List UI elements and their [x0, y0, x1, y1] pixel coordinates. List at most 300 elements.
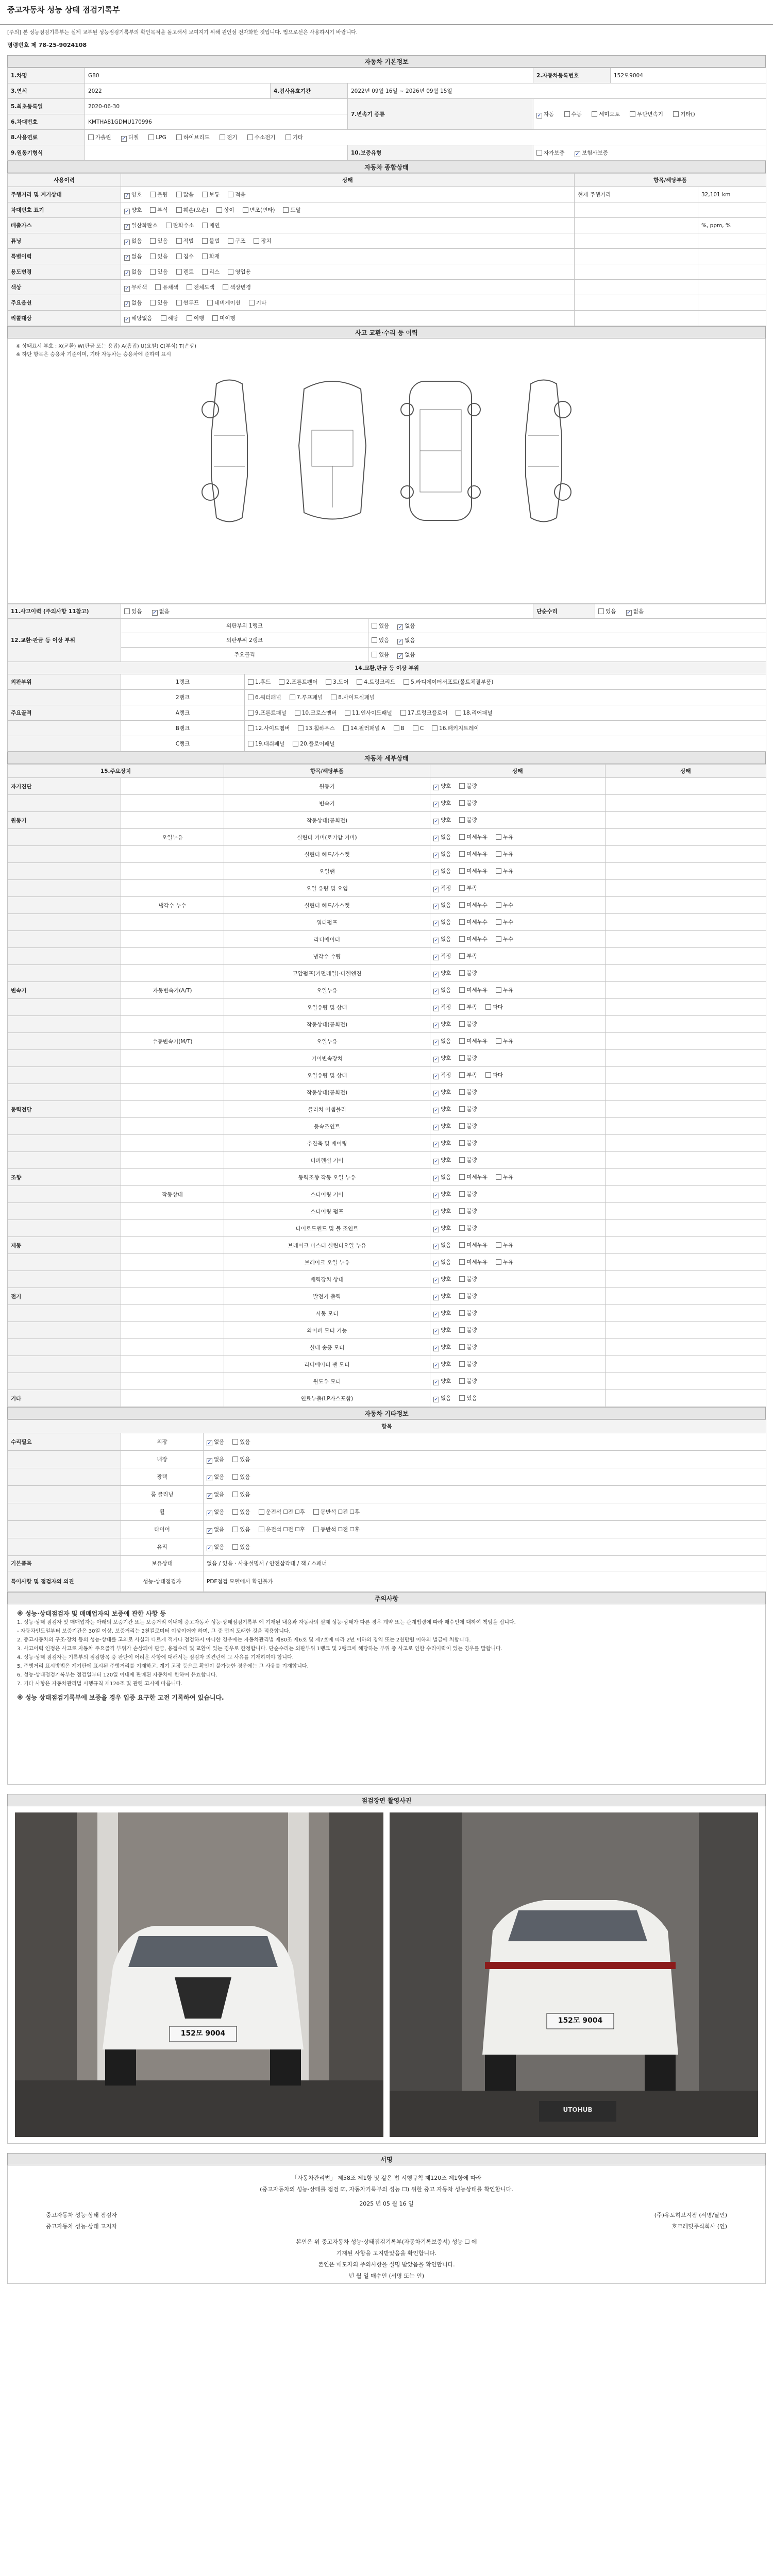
general-options: ✓ 일산화탄소 탄화수소 매연 [121, 218, 575, 233]
checkbox-checked-icon[interactable]: ✓ [122, 135, 126, 142]
detail-row [8, 1322, 766, 1339]
detail-state: ✓ 적정 부족 [430, 948, 606, 965]
checkbox-icon[interactable] [357, 679, 362, 685]
detail-group [8, 1067, 121, 1084]
checkbox-icon[interactable] [88, 134, 94, 140]
checkbox-checked-icon[interactable]: ✓ [434, 1091, 439, 1096]
general-value [698, 233, 766, 249]
checkbox-checked-icon[interactable]: ✓ [434, 1023, 439, 1028]
checkbox-icon[interactable] [459, 783, 465, 789]
label-basic-items: 기본품목 [8, 1556, 121, 1571]
checkbox-checked-icon[interactable]: ✓ [207, 1528, 212, 1534]
checkbox-icon[interactable] [176, 253, 182, 259]
checkbox-icon[interactable] [372, 652, 377, 657]
checkbox-icon[interactable] [459, 1378, 465, 1384]
detail-sub: 자동변속기(A/T) [121, 982, 224, 999]
other-table [7, 1419, 766, 1592]
checkbox-icon[interactable] [248, 694, 254, 700]
checkbox-icon[interactable] [232, 1439, 238, 1445]
other-options: ✓ 없음 있음 [204, 1433, 766, 1451]
checkbox-icon[interactable] [459, 1004, 465, 1010]
general-label: 주행거리 및 계기상태 [8, 187, 121, 202]
detail-group [8, 880, 121, 897]
checkbox-icon[interactable] [459, 885, 465, 891]
checkbox-icon[interactable] [413, 725, 418, 731]
checkbox-icon[interactable] [207, 300, 213, 306]
detail-sub: 냉각수 누수 [121, 897, 224, 914]
parts-group: 외판부위 [8, 674, 121, 690]
checkbox-icon[interactable] [496, 936, 501, 942]
checkbox-icon[interactable] [496, 868, 501, 874]
checkbox-icon[interactable] [496, 902, 501, 908]
detail-row [8, 846, 766, 863]
checkbox-icon[interactable] [394, 725, 399, 731]
checkbox-icon[interactable] [459, 987, 465, 993]
checkbox-icon[interactable] [150, 269, 156, 275]
checkbox-checked-icon[interactable]: ✓ [434, 836, 439, 841]
checkbox-icon[interactable] [187, 284, 192, 290]
checkbox-icon[interactable] [459, 1344, 465, 1350]
checkbox-icon[interactable] [283, 207, 289, 213]
checkbox-icon[interactable] [459, 1310, 465, 1316]
notes-item: 2. 중고자동차의 구조·장치 등의 성능·상태를 고의로 사실과 다르게 적거나 점검하지 아니한 경우에는 자동차관리법 제80조 제6호 및 제7호에 따라 2년 이하의 징역 또는 2천만원 이하의 벌금에 처합니다. [17, 1637, 471, 1643]
checkbox-icon[interactable] [496, 1174, 501, 1180]
checkbox-icon[interactable] [202, 253, 208, 259]
checkbox-icon[interactable] [176, 192, 182, 197]
section-photos: 점검장면 촬영사진 [7, 1794, 766, 1806]
checkbox-icon[interactable] [536, 150, 542, 156]
checkbox-icon[interactable] [372, 623, 377, 629]
checkbox-icon[interactable] [202, 269, 208, 275]
checkbox-checked-icon[interactable]: ✓ [434, 1040, 439, 1045]
checkbox-icon[interactable] [249, 300, 255, 306]
checkbox-icon[interactable] [496, 1242, 501, 1248]
checkbox-icon[interactable] [298, 725, 304, 731]
checkbox-icon[interactable] [248, 679, 254, 685]
checkbox-icon[interactable] [176, 134, 182, 140]
checkbox-icon[interactable] [148, 134, 154, 140]
general-label: 특별이력 [8, 249, 121, 264]
checkbox-icon[interactable] [598, 608, 604, 614]
detail-row [8, 1203, 766, 1220]
checkbox-icon[interactable] [496, 1038, 501, 1044]
other-label: 내장 [121, 1451, 204, 1468]
checkbox-checked-icon[interactable]: ✓ [434, 989, 439, 994]
checkbox-icon[interactable] [459, 1361, 465, 1367]
checkbox-icon[interactable] [459, 1106, 465, 1112]
sign-line-1: 「자동차관리법」 제58조 제1항 및 같은 법 시행규칙 제120조 제1항에 따라 [291, 2175, 482, 2181]
detail-row [8, 778, 766, 795]
checkbox-icon[interactable] [459, 817, 465, 823]
checkbox-checked-icon[interactable]: ✓ [434, 921, 439, 926]
detail-state: ✓ 양호 불량 [430, 1016, 606, 1033]
checkbox-icon[interactable] [459, 919, 465, 925]
general-value [698, 264, 766, 280]
checkbox-icon[interactable] [673, 111, 679, 117]
checkbox-checked-icon[interactable]: ✓ [434, 1312, 439, 1317]
detail-group [8, 1084, 121, 1101]
general-options: ✓ 무채색 유채색 전체도색 색상변경 [121, 280, 575, 295]
checkbox-checked-icon[interactable]: ✓ [434, 1244, 439, 1249]
checkbox-icon[interactable] [216, 207, 222, 213]
checkbox-icon[interactable] [372, 637, 377, 643]
checkbox-checked-icon[interactable]: ✓ [207, 1458, 212, 1464]
general-value: %, ppm, % [698, 218, 766, 233]
general-label: 리콜대상 [8, 311, 121, 326]
checkbox-icon[interactable] [293, 741, 298, 747]
checkbox-icon[interactable] [202, 238, 208, 244]
checkbox-checked-icon[interactable]: ✓ [434, 1210, 439, 1215]
other-options: ✓ 없음 있음 [204, 1468, 766, 1486]
checkbox-icon[interactable] [166, 223, 172, 228]
checkbox-icon[interactable] [496, 851, 501, 857]
checkbox-icon[interactable] [459, 1089, 465, 1095]
detail-part: 오일유량 및 상태 [224, 1067, 430, 1084]
checkbox-checked-icon[interactable]: ✓ [434, 972, 439, 977]
accident-diagram-block [7, 338, 766, 604]
detail-state: ✓ 없음 미세누유 누유 [430, 846, 606, 863]
general-options: ✓ 없음 있음 렌트 리스 영업용 [121, 264, 575, 280]
checkbox-checked-icon[interactable]: ✓ [434, 1397, 439, 1402]
checkbox-icon[interactable] [232, 1527, 238, 1532]
checkbox-checked-icon[interactable]: ✓ [434, 1380, 439, 1385]
checkbox-icon[interactable] [124, 608, 130, 614]
checkbox-icon[interactable] [232, 1456, 238, 1462]
photos-block [7, 1806, 766, 2144]
notes-item: 5. 주행거리 표시방법은 계기판에 표시된 주행거리를 기재하고, 계기 고장 등으로 확인이 불가능한 경우에는 그 사유를 기재합니다. [17, 1664, 309, 1669]
general-item [575, 280, 698, 295]
checkbox-icon[interactable] [592, 111, 597, 117]
checkbox-checked-icon[interactable]: ✓ [434, 1295, 439, 1300]
checkbox-icon[interactable] [459, 1225, 465, 1231]
checkbox-icon[interactable] [248, 710, 254, 716]
checkbox-icon[interactable] [459, 1157, 465, 1163]
checkbox-checked-icon[interactable]: ✓ [434, 1329, 439, 1334]
detail-part: 실내 송풍 모터 [224, 1339, 430, 1356]
photo-rear[interactable] [390, 1812, 758, 2137]
general-row [8, 264, 766, 280]
checkbox-checked-icon[interactable]: ✓ [398, 653, 402, 659]
checkbox-checked-icon[interactable]: ✓ [125, 301, 129, 307]
checkbox-checked-icon[interactable]: ✓ [434, 1074, 439, 1079]
checkbox-checked-icon[interactable]: ✓ [434, 870, 439, 875]
checkbox-icon[interactable] [331, 694, 337, 700]
detail-part: 실린더 헤드/가스켓 [224, 897, 430, 914]
checkbox-checked-icon[interactable]: ✓ [125, 316, 129, 323]
detail-extra [606, 863, 766, 880]
parts-group: 주요골격 [8, 705, 121, 721]
checkbox-checked-icon[interactable]: ✓ [125, 285, 129, 292]
checkbox-icon[interactable] [459, 1293, 465, 1299]
parts-items: 19.대쉬패널 20.플로어패널 [245, 736, 766, 752]
checkbox-icon[interactable] [459, 1191, 465, 1197]
checkbox-icon[interactable] [295, 710, 300, 716]
parts-group [8, 736, 121, 752]
checkbox-icon[interactable] [150, 238, 156, 244]
general-label: 색상 [8, 280, 121, 295]
checkbox-icon[interactable] [459, 936, 465, 942]
checkbox-icon[interactable] [228, 269, 233, 275]
checkbox-icon[interactable] [459, 800, 465, 806]
checkbox-checked-icon[interactable]: ✓ [125, 193, 129, 199]
detail-group [8, 1016, 121, 1033]
detail-state: ✓ 양호 불량 [430, 1373, 606, 1390]
checkbox-icon[interactable] [150, 300, 156, 306]
detail-sub [121, 1050, 224, 1067]
checkbox-icon[interactable] [220, 134, 225, 140]
checkbox-icon[interactable] [248, 741, 254, 747]
detail-row [8, 1373, 766, 1390]
checkbox-icon[interactable] [313, 1509, 319, 1515]
checkbox-icon[interactable] [232, 1544, 238, 1550]
checkbox-checked-icon[interactable]: ✓ [434, 802, 439, 807]
checkbox-icon[interactable] [459, 1242, 465, 1248]
checkbox-icon[interactable] [459, 953, 465, 959]
detail-extra [606, 1118, 766, 1135]
label-motor: 9.원동기형식 [8, 145, 85, 161]
parts-items: 6.쿼터패널 7.루프패널 8.사이드실패널 [245, 690, 766, 705]
checkbox-icon[interactable] [485, 1004, 491, 1010]
checkbox-icon[interactable] [630, 111, 635, 117]
col-main-device: 15.주요장치 [8, 765, 224, 778]
photo-front[interactable] [15, 1812, 383, 2137]
notes-block [7, 1604, 766, 1785]
checkbox-icon[interactable] [400, 710, 406, 716]
checkbox-icon[interactable] [176, 238, 182, 244]
checkbox-icon[interactable] [459, 1395, 465, 1401]
checkbox-icon[interactable] [496, 834, 501, 840]
checkbox-icon[interactable] [459, 1259, 465, 1265]
detail-state: ✓ 양호 불량 [430, 1118, 606, 1135]
checkbox-checked-icon[interactable]: ✓ [434, 1057, 439, 1062]
detail-group [8, 1373, 121, 1390]
checkbox-icon[interactable] [459, 868, 465, 874]
checkbox-checked-icon[interactable]: ✓ [434, 1176, 439, 1181]
checkbox-checked-icon[interactable]: ✓ [434, 1261, 439, 1266]
detail-group: 제동 [8, 1237, 121, 1254]
checkbox-checked-icon[interactable]: ✓ [434, 1125, 439, 1130]
checkbox-icon[interactable] [247, 134, 253, 140]
checkbox-checked-icon[interactable]: ✓ [125, 224, 129, 230]
checkbox-checked-icon[interactable]: ✓ [207, 1440, 212, 1446]
detail-table [7, 764, 766, 1407]
detail-group: 원동기 [8, 812, 121, 829]
checkbox-icon[interactable] [212, 315, 218, 321]
checkbox-icon[interactable] [456, 710, 461, 716]
other-row [8, 1521, 766, 1538]
checkbox-icon[interactable] [202, 223, 208, 228]
checkbox-icon[interactable] [459, 970, 465, 976]
detail-part: 타이로드엔드 및 볼 조인트 [224, 1220, 430, 1237]
checkbox-icon[interactable] [150, 253, 156, 259]
checkbox-icon[interactable] [313, 1527, 319, 1532]
checkbox-icon[interactable] [259, 1527, 264, 1532]
detail-group: 조향 [8, 1169, 121, 1186]
other-label: 유리 [121, 1538, 204, 1556]
checkbox-checked-icon[interactable]: ✓ [434, 853, 439, 858]
checkbox-icon[interactable] [228, 238, 233, 244]
car-diagram [8, 363, 765, 544]
checkbox-icon[interactable] [459, 1140, 465, 1146]
checkbox-icon[interactable] [459, 834, 465, 840]
checkbox-icon[interactable] [285, 134, 291, 140]
checkbox-checked-icon[interactable]: ✓ [398, 624, 402, 630]
detail-row [8, 812, 766, 829]
checkbox-icon[interactable] [459, 1021, 465, 1027]
detail-state: ✓ 양호 불량 [430, 795, 606, 812]
detail-extra [606, 1237, 766, 1254]
general-row [8, 218, 766, 233]
checkbox-checked-icon[interactable]: ✓ [434, 1227, 439, 1232]
checkbox-icon[interactable] [248, 725, 254, 731]
checkbox-checked-icon[interactable]: ✓ [434, 1159, 439, 1164]
detail-sub [121, 795, 224, 812]
general-row [8, 280, 766, 295]
detail-extra [606, 812, 766, 829]
detail-extra [606, 1390, 766, 1407]
checkbox-icon[interactable] [176, 300, 182, 306]
checkbox-checked-icon[interactable]: ✓ [207, 1475, 212, 1481]
checkbox-checked-icon[interactable]: ✓ [125, 208, 129, 214]
checkbox-checked-icon[interactable]: ✓ [575, 151, 580, 157]
checkbox-checked-icon[interactable]: ✓ [434, 1193, 439, 1198]
checkbox-icon[interactable] [232, 1492, 238, 1497]
detail-part: 오일유량 및 상태 [224, 999, 430, 1016]
checkbox-checked-icon[interactable]: ✓ [125, 239, 129, 245]
checkbox-icon[interactable] [485, 1072, 491, 1078]
detail-extra [606, 965, 766, 982]
checkbox-icon[interactable] [496, 919, 501, 925]
col-extra: 상태 [606, 765, 766, 778]
checkbox-icon[interactable] [290, 694, 295, 700]
checkbox-icon[interactable] [176, 269, 182, 275]
checkbox-icon[interactable] [345, 710, 350, 716]
checkbox-checked-icon[interactable]: ✓ [434, 887, 439, 892]
checkbox-icon[interactable] [459, 1208, 465, 1214]
general-item [575, 249, 698, 264]
checkbox-checked-icon[interactable]: ✓ [434, 1142, 439, 1147]
section-notes: 주의사항 [7, 1592, 766, 1604]
checkbox-checked-icon[interactable]: ✓ [434, 819, 439, 824]
sign-line-4: 기재된 사항을 고지받았음을 확인합니다. [336, 2250, 437, 2257]
detail-sub [121, 1135, 224, 1152]
general-options: ✓ 없음 있음 적법 불법 구조 장치 [121, 233, 575, 249]
general-value: 32,101 km [698, 187, 766, 202]
checkbox-icon[interactable] [155, 284, 161, 290]
detail-extra [606, 1016, 766, 1033]
checkbox-checked-icon[interactable]: ✓ [434, 938, 439, 943]
detail-sub [121, 1322, 224, 1339]
checkbox-icon[interactable] [187, 315, 192, 321]
checkbox-checked-icon[interactable]: ✓ [398, 638, 402, 645]
checkbox-icon[interactable] [259, 1509, 264, 1515]
checkbox-icon[interactable] [459, 1327, 465, 1333]
checkbox-icon[interactable] [161, 315, 166, 321]
detail-sub [121, 1118, 224, 1135]
general-item [575, 311, 698, 326]
opinion-value: PDF점검 모델에서 확인불가 [204, 1571, 766, 1592]
checkbox-icon[interactable] [343, 725, 349, 731]
checkbox-icon[interactable] [459, 1072, 465, 1078]
detail-group [8, 897, 121, 914]
checkbox-checked-icon[interactable]: ✓ [125, 255, 129, 261]
checkbox-icon[interactable] [496, 987, 501, 993]
detail-extra [606, 1220, 766, 1237]
checkbox-checked-icon[interactable]: ✓ [626, 609, 631, 616]
detail-sub [121, 863, 224, 880]
checkbox-icon[interactable] [459, 902, 465, 908]
checkbox-checked-icon[interactable]: ✓ [434, 1108, 439, 1113]
label-first-reg: 5.최초등록일 [8, 99, 85, 114]
detail-sub [121, 880, 224, 897]
checkbox-checked-icon[interactable]: ✓ [537, 112, 542, 118]
vin-value: KMTHA81GDMU170996 [85, 114, 348, 130]
car-name-value: G80 [85, 68, 533, 83]
checkbox-icon[interactable] [459, 1174, 465, 1180]
detail-state: ✓ 양호 불량 [430, 1050, 606, 1067]
label-rank2: 외판부위 2랭크 [121, 633, 368, 648]
checkbox-checked-icon[interactable]: ✓ [434, 1363, 439, 1368]
checkbox-icon[interactable] [459, 1123, 465, 1129]
checkbox-icon[interactable] [254, 238, 259, 244]
section-basic-info: 자동차 기본정보 [7, 55, 766, 67]
detail-state: ✓ 없음 미세누수 누수 [430, 897, 606, 914]
detail-sub [121, 1203, 224, 1220]
checkbox-icon[interactable] [496, 1259, 501, 1265]
detail-state: ✓ 양호 불량 [430, 1322, 606, 1339]
checkbox-checked-icon[interactable]: ✓ [125, 270, 129, 276]
general-item: 현재 주행거리 [575, 187, 698, 202]
checkbox-icon[interactable] [232, 1474, 238, 1480]
checkbox-icon[interactable] [326, 679, 331, 685]
checkbox-checked-icon[interactable]: ✓ [152, 609, 157, 616]
checkbox-icon[interactable] [459, 851, 465, 857]
checkbox-checked-icon[interactable]: ✓ [434, 904, 439, 909]
checkbox-icon[interactable] [223, 284, 228, 290]
checkbox-checked-icon[interactable]: ✓ [434, 785, 439, 790]
checkbox-checked-icon[interactable]: ✓ [434, 1278, 439, 1283]
checkbox-icon[interactable] [228, 192, 233, 197]
checkbox-icon[interactable] [459, 1038, 465, 1044]
checkbox-icon[interactable] [243, 207, 248, 213]
car-top-icon [397, 374, 484, 528]
general-row [8, 233, 766, 249]
general-options: ✓ 없음 있음 침수 화재 [121, 249, 575, 264]
checkbox-icon[interactable] [564, 111, 570, 117]
checkbox-icon[interactable] [459, 1055, 465, 1061]
checkbox-icon[interactable] [232, 1509, 238, 1515]
checkbox-checked-icon[interactable]: ✓ [207, 1493, 212, 1499]
detail-sub [121, 965, 224, 982]
checkbox-icon[interactable] [404, 679, 409, 685]
fuel-options: 가솔린 ✓ 디젤 LPG 하이브리드 전기 수소전기 기타 [85, 130, 766, 145]
checkbox-checked-icon[interactable]: ✓ [434, 955, 439, 960]
checkbox-icon[interactable] [459, 1276, 465, 1282]
checkbox-icon[interactable] [432, 725, 438, 731]
checkbox-icon[interactable] [279, 679, 284, 685]
checkbox-icon[interactable] [150, 207, 156, 213]
detail-extra [606, 1271, 766, 1288]
checkbox-checked-icon[interactable]: ✓ [434, 1006, 439, 1011]
checkbox-icon[interactable] [176, 207, 182, 213]
checkbox-checked-icon[interactable]: ✓ [434, 1346, 439, 1351]
checkbox-checked-icon[interactable]: ✓ [207, 1545, 212, 1551]
checkbox-checked-icon[interactable]: ✓ [207, 1510, 212, 1516]
parts-row [8, 705, 766, 721]
detail-part: 등속조인트 [224, 1118, 430, 1135]
checkbox-icon[interactable] [150, 192, 156, 197]
checkbox-icon[interactable] [202, 192, 208, 197]
